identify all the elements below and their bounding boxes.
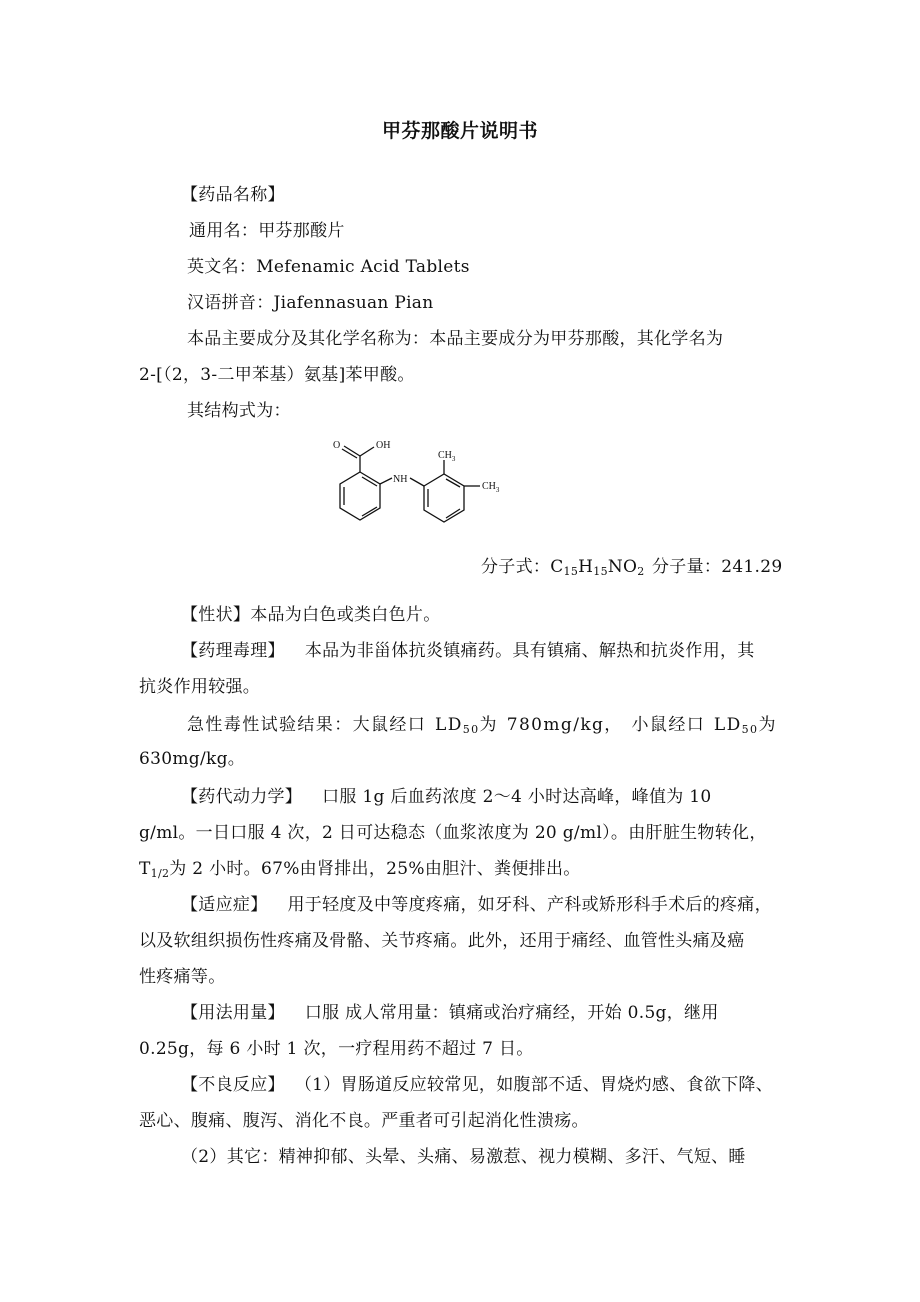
benzene-ring-right <box>424 474 464 522</box>
dosage-line-2: 0.25g，每 6 小时 1 次，一疗程用药不超过 7 日。 <box>139 1039 534 1059</box>
molecular-formula: 分子式：$C_{15}H_{15}NO_2$ <box>481 557 645 578</box>
dosage-heading: 【用法用量】 <box>181 1003 285 1023</box>
indications-line-1: 【适应症】 用于轻度及中等度疼痛，如牙科、产科或矫形科手术后的疼痛， <box>181 895 772 915</box>
indications-heading: 【适应症】 <box>181 895 268 915</box>
adverse-line-2: 恶心、腹痛、腹泻、消化不良。严重者可引起消化性溃疡。 <box>139 1111 589 1131</box>
english-name: 英文名：Mefenamic Acid Tablets <box>187 257 470 277</box>
hydroxyl-label: OH <box>376 440 391 451</box>
drug-name-heading: 【药品名称】 <box>181 185 285 205</box>
properties-text: 本品为白色或类白色片。 <box>250 605 441 625</box>
amine-label: NH <box>393 474 408 485</box>
benzene-ring-left <box>340 472 380 520</box>
toxicity-line-1: 急性毒性试验结果：大鼠经口 $LD_{50}$为 780mg/kg， 小鼠经口 $LD_{50}$为 <box>187 715 777 736</box>
properties-heading: 【性状】 <box>181 605 251 625</box>
pharmacology-line-1: 【药理毒理】 本品为非甾体抗炎镇痛药。具有镇痛、解热和抗炎作用，其 <box>181 641 755 661</box>
methyl-label-b: $CH_3$ <box>482 481 500 494</box>
ingredient-line-1: 本品主要成分及其化学名称为：本品主要成分为甲芬那酸，其化学名为 <box>187 329 724 349</box>
structure-formula-diagram <box>326 434 516 544</box>
amine-bond-right <box>410 478 424 486</box>
pharmacokinetics-heading: 【药代动力学】 <box>181 787 303 807</box>
dosage-line-1: 【用法用量】 口服 成人常用量：镇痛或治疗痛经，开始 0.5g，继用 <box>181 1003 719 1023</box>
pharmacokinetics-line-2: g/ml。一日口服 4 次，2 日可达稳态（血浆浓度为 20 g/ml）。由肝脏生物转化， <box>139 823 767 843</box>
adverse-line-1: 【不良反应】 （1）胃肠道反应较常见，如腹部不适、胃烧灼感、食欲下降、 <box>181 1075 774 1095</box>
page-title: 甲芬那酸片说明书 <box>381 120 538 142</box>
pharmacokinetics-line-3: $T_{1/2}$为 2 小时。67%由肾排出，25%由胆汁、粪便排出。 <box>139 859 581 880</box>
amine-bond-left <box>380 478 392 484</box>
adverse-line-3: （2）其它：精神抑郁、头晕、头痛、易激惹、视力模糊、多汗、气短、睡 <box>181 1147 746 1167</box>
indications-line-2: 以及软组织损伤性疼痛及骨骼、关节疼痛。此外，还用于痛经、血管性头痛及癌 <box>139 931 745 951</box>
oxygen-label: O <box>333 440 341 451</box>
pharmacokinetics-line-1: 【药代动力学】 口服 1g 后血药浓度 2～4 小时达高峰，峰值为 10 <box>181 787 712 807</box>
pinyin-name: 汉语拼音：Jiafennasuan Pian <box>187 293 434 313</box>
properties-section <box>181 604 441 626</box>
generic-name: 通用名：甲芬那酸片 <box>189 221 345 241</box>
indications-line-3: 性疼痛等。 <box>139 967 226 987</box>
toxicity-line-2: 630mg/kg。 <box>139 749 246 769</box>
pharmacology-line-2: 抗炎作用较强。 <box>139 677 261 697</box>
ingredient-line-2: 2-[（2，3-二甲苯基）氨基]苯甲酸。 <box>139 365 415 385</box>
pharmacology-heading: 【药理毒理】 <box>181 641 285 661</box>
methyl-label-a: $CH_3$ <box>438 450 456 463</box>
adverse-heading: 【不良反应】 <box>181 1075 285 1095</box>
molecular-weight: 分子量：241.29 <box>652 557 783 577</box>
structure-label: 其结构式为： <box>187 401 291 421</box>
